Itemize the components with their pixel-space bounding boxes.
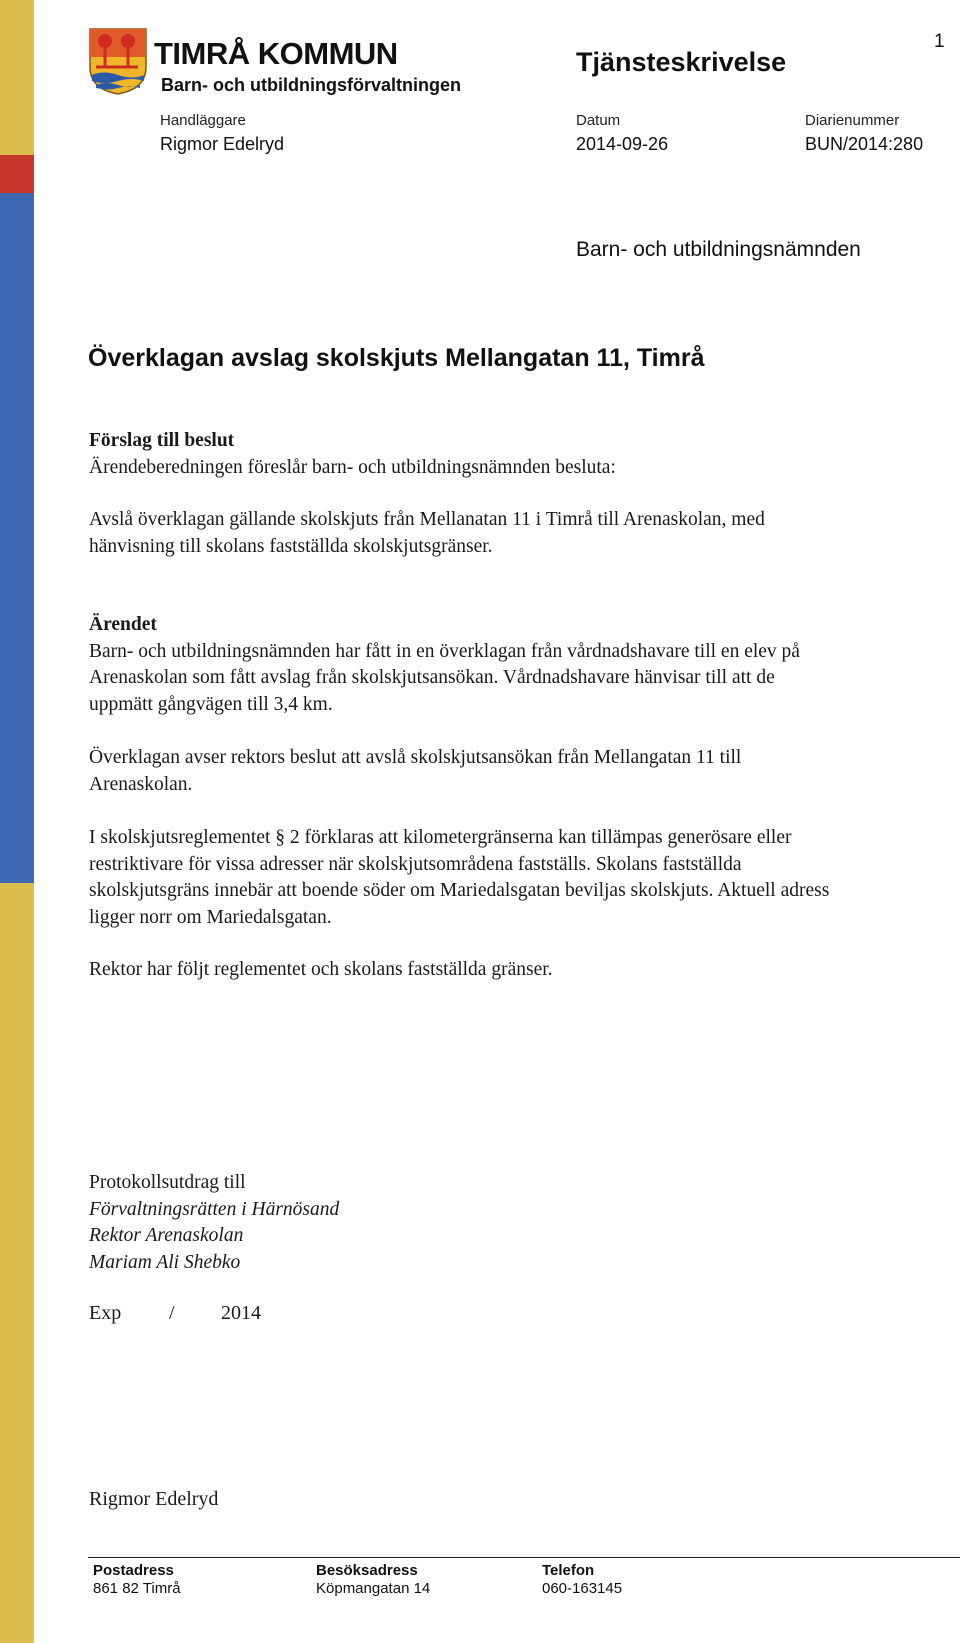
proposal-section — [89, 428, 949, 481]
matter-paragraph-3-line: I skolskjutsreglementet § 2 förklaras att kilometergränserna kan tillämpas generösare eller — [89, 827, 792, 848]
distribution-item: Förvaltningsrätten i Härnösand — [89, 1198, 340, 1220]
stripe-yellow-top — [0, 0, 34, 155]
registration-value: BUN/2014:280 — [805, 134, 924, 154]
distribution-list — [89, 1170, 949, 1276]
proposal-decision — [89, 507, 949, 560]
distribution-heading: Protokollsutdrag till — [89, 1172, 246, 1193]
stripe-yellow-bottom — [0, 883, 34, 1643]
matter-paragraph-1-line: Arenaskolan som fått avslag från skolskjutsansökan. Vårdnadshavare hänvisar till att de — [89, 667, 775, 688]
stripe-blue — [0, 193, 34, 883]
matter-paragraph-1-line: uppmätt gångvägen till 3,4 km. — [89, 693, 333, 715]
postal-value: 861 82 Timrå — [93, 1580, 181, 1597]
visit-label: Besöksadress — [316, 1562, 418, 1579]
expedition-label: Exp — [89, 1302, 122, 1324]
recipient: Barn- och utbildningsnämnden — [576, 238, 861, 261]
signature-name: Rigmor Edelryd — [89, 1488, 219, 1510]
page-number: 1 — [934, 31, 945, 52]
matter-paragraph-2-line: Överklagan avser rektors beslut att avslå skolskjutsansökan från Mellangatan 11 till — [89, 747, 742, 768]
expedition-year: 2014 — [221, 1302, 261, 1324]
postal-label: Postadress — [93, 1562, 174, 1579]
registration-label: Diarienummer — [805, 112, 900, 129]
matter-paragraph-3-line: restriktivare för vissa adresser när skolskjutsområdena fastställs. Skolans fastställda — [89, 853, 742, 875]
matter-paragraph-3-line: skolskjutsgräns innebär att boende söder om Mariedalsgatan beviljas skolskjuts. Aktuell adress — [89, 880, 830, 901]
phone-value: 060-163145 — [542, 1580, 623, 1597]
handler-value: Rigmor Edelryd — [160, 134, 285, 154]
handler-label: Handläggare — [160, 112, 246, 129]
expedition-slash: / — [169, 1302, 175, 1324]
matter-paragraph-3-line: ligger norr om Mariedalsgatan. — [89, 906, 332, 928]
stripe-red — [0, 155, 34, 193]
distribution-item: Mariam Ali Shebko — [89, 1251, 241, 1273]
brand-name: TIMRÅ KOMMUN — [154, 36, 398, 71]
date-label: Datum — [576, 112, 621, 129]
matter-section — [89, 612, 949, 718]
matter-paragraph-4-line: Rektor har följt reglementet och skolans fastställda gränser. — [89, 959, 553, 980]
distribution-item: Rektor Arenaskolan — [89, 1225, 244, 1246]
date-value: 2014-09-26 — [576, 134, 669, 154]
footer-divider — [88, 1557, 960, 1558]
matter-paragraph-4 — [89, 957, 949, 984]
matter-paragraph-2-line: Arenaskolan. — [89, 773, 193, 795]
decision-line: hänvisning till skolans fastställda skolskjutsgränser. — [89, 535, 493, 557]
visit-value: Köpmangatan 14 — [316, 1580, 431, 1597]
matter-paragraph-1-line: Barn- och utbildningsnämnden har fått in en överklagan från vårdnadshavare till en elev på — [89, 640, 800, 662]
proposal-heading: Förslag till beslut — [89, 430, 235, 451]
matter-paragraph-3 — [89, 825, 949, 931]
matter-heading: Ärendet — [89, 614, 157, 635]
document-title: Överklagan avslag skolskjuts Mellangatan 11, Timrå — [88, 344, 705, 372]
decision-line: Avslå överklagan gällande skolskjuts från Mellanatan 11 i Timrå till Arenaskolan, med — [89, 509, 765, 530]
timra-coat-of-arms-icon — [88, 27, 148, 95]
proposal-intro: Ärendeberedningen föreslår barn- och utbildningsnämnden besluta: — [89, 456, 616, 478]
phone-label: Telefon — [542, 1562, 595, 1579]
organization-name: Barn- och utbildningsförvaltningen — [161, 75, 461, 95]
document-type: Tjänsteskrivelse — [576, 47, 787, 77]
matter-paragraph-2 — [89, 745, 949, 798]
